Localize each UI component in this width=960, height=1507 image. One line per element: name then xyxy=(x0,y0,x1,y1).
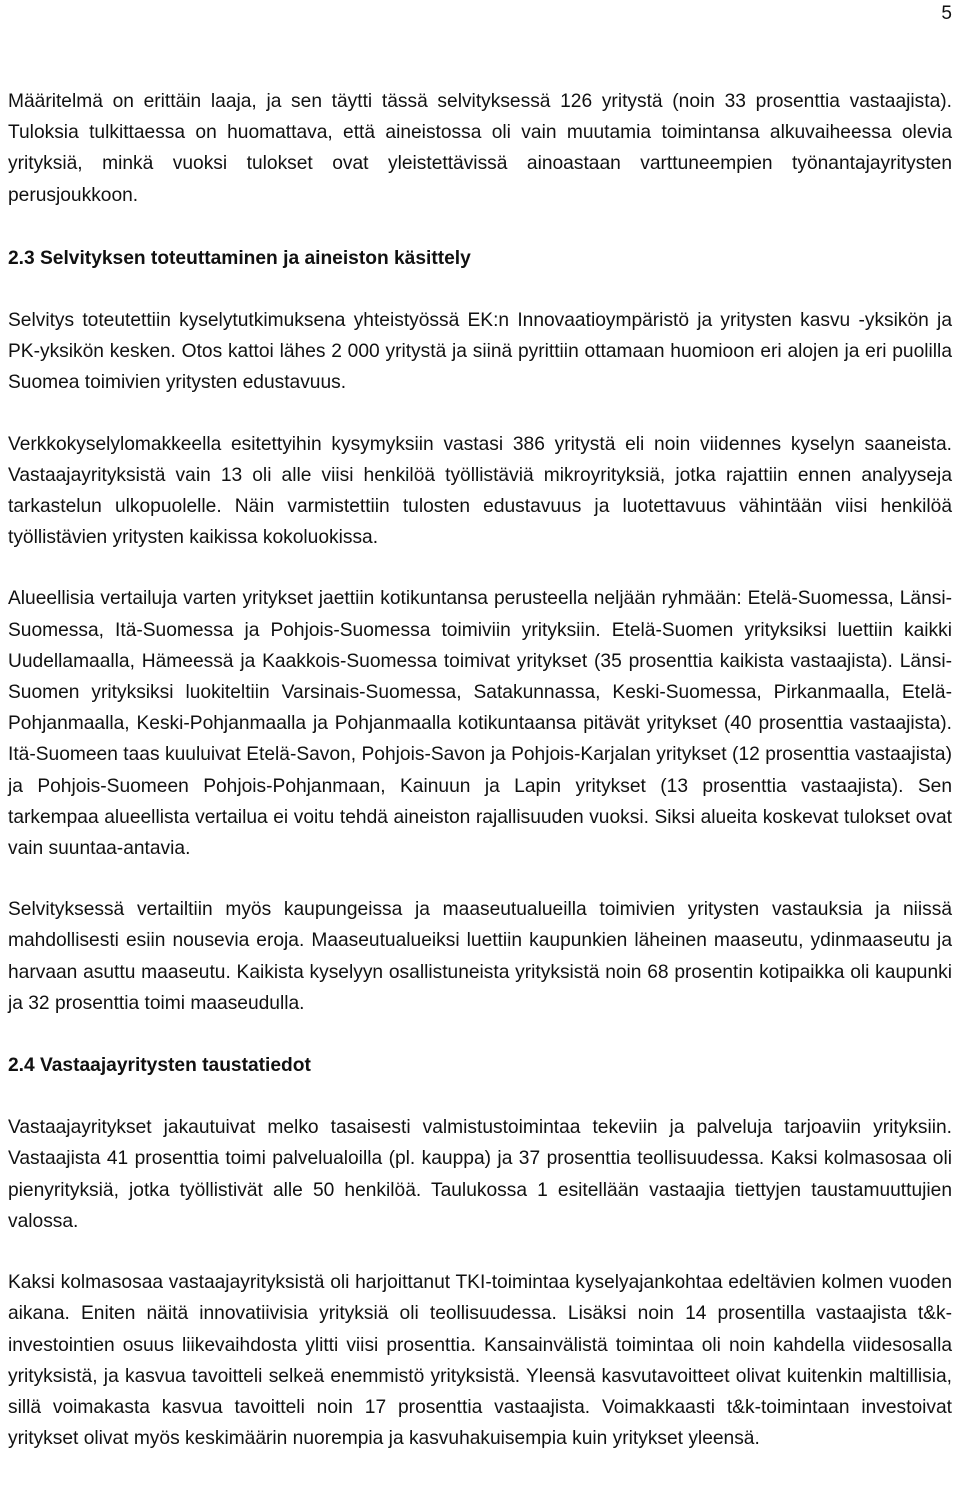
section-2-3-paragraph-2: Verkkokyselylomakkeella esitettyihin kysymyksiin vastasi 386 yritystä eli noin viidennes kyselyn saaneista. Vastaajayrityksistä vain 13 oli alle viisi henkilöä työllistäviä mikroyrityksiä, jotka rajattiin ennen analyyseja tarkastelun ulkopuolelle. Näin varmistettiin tulosten edustavuus ja luotettavuus vähintään viisi henkilöä työllistävien yritysten kaikissa kokoluokissa. xyxy=(8,433,952,549)
document-body xyxy=(8,86,952,1454)
intro-paragraph: Määritelmä on erittäin laaja, ja sen täytti tässä selvityksessä 126 yritystä (noin 33 prosenttia vastaajista). Tuloksia tulkittaessa on huomattava, että aineistossa oli vain muutamia toimintansa alkuvaiheessa olevia yrityksiä, minkä vuoksi tulokset ovat yleistettävissä ainoastaan varttuneempien työnantajayritysten perusjoukkoon. xyxy=(8,91,952,206)
section-2-4-paragraph-2: Kaksi kolmasosaa vastaajayrityksistä oli harjoittanut TKI-toimintaa kyselyajankohtaa edeltävien kolmen vuoden aikana. Eniten näitä innovatiivisia yrityksiä oli teollisuudessa. Lisäksi noin 14 prosentilla vastaajista t&k-investointien osuus liikevaihdosta ylitti viisi prosenttia. Kansainvälistä toimintaa oli noin kahdella viidesosalla yrityksistä, ja kasvua tavoitteli selkeä enemmistö yrityksistä. Yleensä kasvutavoitteet olivat kuitenkin maltillisia, sillä voimakasta kasvua tavoitteli noin 17 prosenttia vastaajista. Voimakkaasti t&k-toimintaan investoivat yritykset olivat myös keskimäärin nuorempia ja kasvuhakuisempia kuin yritykset yleensä. xyxy=(8,1272,952,1450)
section-heading-2-4: 2.4 Vastaajayritysten taustatiedot xyxy=(8,1055,311,1077)
section-2-3-paragraph-1: Selvitys toteutettiin kyselytutkimuksena yhteistyössä EK:n Innovaatioympäristö ja yritysten kasvu -yksikön ja PK-yksikön kesken. Otos kattoi lähes 2 000 yritystä ja siinä pyrittiin ottamaan huomioon eri alojen ja eri puolilla Suomea toimivien yritysten edustavuus. xyxy=(8,310,952,394)
section-2-3-paragraph-4: Selvityksessä vertailtiin myös kaupungeissa ja maaseutualueilla toimivien yritysten vastauksia ja niissä mahdollisesti esiin nousevia eroja. Maaseutualueiksi luettiin kaupunkien läheinen maaseutu, ydinmaaseutu ja harvaan asuttu maaseutu. Kaikista kyselyyn osallistuneista yrityksistä noin 68 prosentin kotipaikka oli kaupunki ja 32 prosenttia toimi maaseudulla. xyxy=(8,899,952,1014)
section-heading-2-3: 2.3 Selvityksen toteuttaminen ja aineiston käsittely xyxy=(8,247,471,269)
section-2-3-paragraph-3: Alueellisia vertailuja varten yritykset jaettiin kotikuntansa perusteella neljään ryhmään: Etelä-Suomessa, Länsi-Suomessa, Itä-Suomessa ja Pohjois-Suomessa toimiviin yrityksiin. Etelä-Suomen yrityksiksi luettiin kaikki Uudellamaalla, Hämeessä ja Kaakkois-Suomessa toimivat yritykset (35 prosenttia kaikista vastaajista). Länsi-Suomen yrityksiksi luokiteltiin Varsinais-Suomessa, Satakunnassa, Keski-Suomessa, Pirkanmaalla, Etelä-Pohjanmaalla, Keski-Pohjanmaalla ja Pohjanmaalla kotikuntaansa pitävät yritykset (40 prosenttia vastaajista). Itä-Suomeen taas kuuluivat Etelä-Savon, Pohjois-Savon ja Pohjois-Karjalan yritykset (12 prosenttia vastaajista) ja Pohjois-Suomeen Pohjois-Pohjanmaan, Kainuun ja Lapin yritykset (13 prosenttia vastaajista). Sen tarkempaa alueellista vertailua ei voitu tehdä aineiston rajallisuuden vuoksi. Siksi alueita koskevat tulokset ovat vain suuntaa-antavia. xyxy=(8,588,952,860)
section-2-4-paragraph-1: Vastaajayritykset jakautuivat melko tasaisesti valmistustoimintaa tekeviin ja palveluja tarjoaviin yrityksiin. Vastaajista 41 prosenttia toimi palvelualoilla (pl. kauppa) ja 37 prosenttia teollisuudessa. Kaksi kolmasosaa oli pienyrityksiä, jotka työllistivät alle 50 henkilöä. Taulukossa 1 esitellään vastaajia tiettyjen taustamuuttujien valossa. xyxy=(8,1117,952,1232)
page-number: 5 xyxy=(941,3,952,24)
